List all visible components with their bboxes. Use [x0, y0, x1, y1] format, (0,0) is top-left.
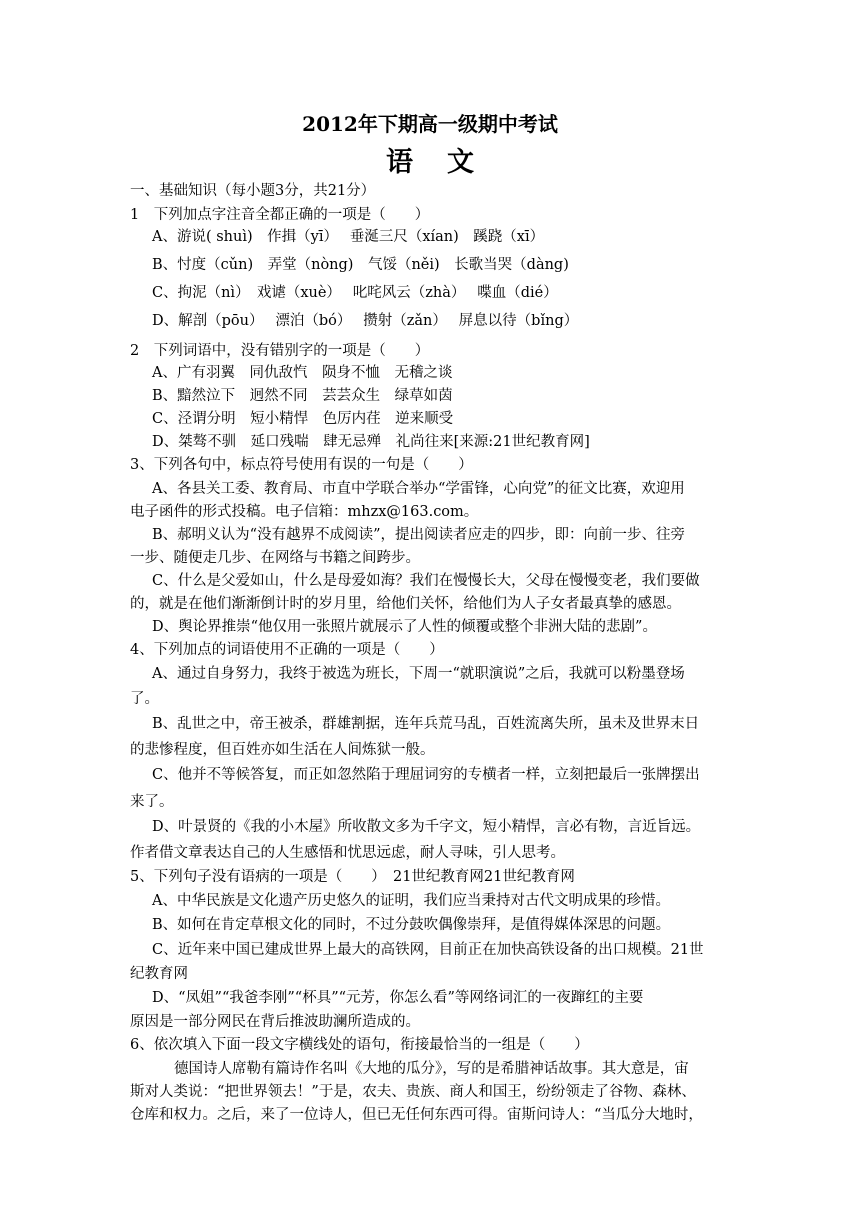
q5-option-c-line2: 纪教育网 — [130, 966, 188, 982]
q3-option-a-line2: 电子函件的形式投稿。电子信箱：mhzx@163.com。 — [130, 504, 479, 520]
q2-option-d: D、桀骜不驯 延口残喘 肆无忌殚 礼尚往来[来源:21世纪教育网] — [152, 434, 590, 450]
q3-option-a-line1: A、各县关工委、教育局、市直中学联合举办“学雷锋，心向党”的征文比赛，欢迎用 — [152, 481, 685, 497]
q2-option-b: B、黯然泣下 迥然不同 芸芸众生 绿草如茵 — [152, 388, 453, 404]
q6-passage-line1: 德国诗人席勒有篇诗作名叫《大地的瓜分》，写的是希腊神话故事。其大意是，宙 — [174, 1061, 689, 1077]
q5-option-b: B、如何在肯定草根文化的同时，不过分鼓吹偶像崇拜，是值得媒体深思的问题。 — [152, 917, 671, 933]
q4-option-c-line1: C、他并不等候答复，而正如忽然陷于理屈词穷的专横者一样，立刻把最后一张牌摆出 — [152, 767, 700, 783]
q5-option-c-line1: C、近年来中国已建成世界上最大的高铁网，目前正在加快高铁设备的出口规模。21世 — [152, 942, 704, 958]
exam-title: 2012年下期高一级期中考试 — [302, 112, 558, 136]
q1-option-b: B、忖度（cǔn) 弄堂（nòng) 气馁（něi) 长歌当哭（dàng) — [152, 257, 569, 273]
q6-passage-line2: 斯对人类说：“把世界领去！”于是，农夫、贵族、商人和国王，纷纷领走了谷物、森林、 — [130, 1084, 696, 1100]
q3-option-c-line1: C、什么是父爱如山，什么是母爱如海？我们在慢慢长大，父母在慢慢变老，我们要做 — [152, 573, 700, 589]
q2-option-c: C、泾谓分明 短小精悍 色厉内荏 逆来顺受 — [152, 411, 454, 427]
q5-option-a: A、中华民族是文化遗产历史悠久的证明，我们应当秉持对古代文明成果的珍惜。 — [152, 893, 670, 909]
q5-option-d-line1: D、“凤姐”“我爸李刚”“杯具”“元芳，你怎么看”等网络词汇的一夜蹿红的主要 — [152, 990, 644, 1006]
q4-option-d-line2: 作者借文章表达自己的人生感悟和忧思远虑，耐人寻味，引人思考。 — [130, 845, 565, 861]
q6-passage-line3: 仓库和权力。之后，来了一位诗人，但已无任何东西可得。宙斯问诗人：“当瓜分大地时， — [130, 1107, 703, 1123]
q4-option-b-line1: B、乱世之中，帝王被杀，群雄割据，连年兵荒马乱，百姓流离失所，虽未及世界末日 — [152, 716, 700, 732]
q1-option-d: D、解剖（pōu） 漂泊（bó） 攒射（zǎn） 屏息以待（bǐng） — [152, 313, 579, 329]
section-heading: 一、基础知识（每小题3分，共21分） — [130, 183, 376, 199]
q3-option-c-line2: 的，就是在他们渐渐倒计时的岁月里，给他们关怀，给他们为人子女者最真挚的感恩。 — [130, 596, 681, 612]
q4-option-a-line1: A、通过自身努力，我终于被选为班长，下周一“就职演说”之后，我就可以粉墨登场 — [152, 666, 685, 682]
q3-option-b-line2: 一步、随便走几步、在网络与书籍之间跨步。 — [130, 550, 420, 566]
q4-option-d-line1: D、叶景贤的《我的小木屋》所收散文多为千字文，短小精悍，言必有物，言近旨远。 — [152, 819, 701, 835]
q4-option-a-line2: 了。 — [130, 691, 159, 707]
q2-stem: 2 下列词语中，没有错别字的一项是（ ） — [130, 343, 430, 359]
q1-option-a: A、游说( shuì) 作揖（yī） 垂涎三尺（xían) 蹊跷（xī） — [152, 229, 545, 245]
q5-stem: 5、下列句子没有语病的一项是（ ） 21世纪教育网21世纪教育网 — [130, 869, 575, 885]
q4-option-b-line2: 的悲惨程度，但百姓亦如生活在人间炼狱一般。 — [130, 742, 435, 758]
q5-option-d-line2: 原因是一部分网民在背后推波助澜所造成的。 — [130, 1014, 420, 1030]
q3-stem: 3、下列各句中，标点符号使用有误的一句是（ ） — [130, 457, 473, 473]
subject-title: 语文 — [386, 147, 508, 178]
q3-option-d-line1: D、舆论界推崇“他仅用一张照片就展示了人性的倾覆或整个非洲大陆的悲剧”。 — [152, 619, 657, 635]
q3-option-b-line1: B、郝明义认为“没有越界不成阅读”，提出阅读者应走的四步，即：向前一步、往旁 — [152, 527, 685, 543]
q4-option-c-line2: 来了。 — [130, 794, 174, 810]
q4-stem: 4、下列加点的词语使用不正确的一项是（ ） — [130, 642, 444, 658]
q6-stem: 6、依次填入下面一段文字横线处的语句，衔接最恰当的一组是（ ） — [130, 1037, 589, 1053]
q1-option-c: C、拘泥（nì） 戏谑（xuè） 叱咤风云（zhà） 喋血（dié） — [152, 285, 558, 301]
q1-stem: 1 下列加点字注音全都正确的一项是（ ） — [130, 207, 430, 223]
q2-option-a: A、广有羽翼 同仇敌忾 陨身不恤 无稽之谈 — [152, 365, 453, 381]
